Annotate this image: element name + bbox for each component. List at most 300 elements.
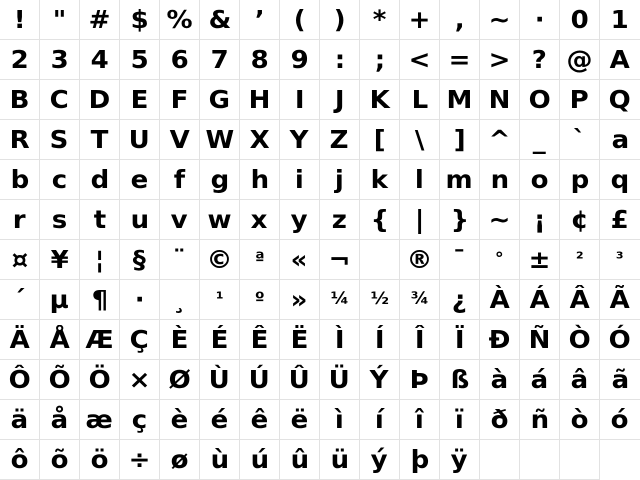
- glyph-cell[interactable]: [200, 120, 240, 160]
- glyph-cell[interactable]: [520, 200, 560, 240]
- glyph-cell[interactable]: [40, 80, 80, 120]
- glyph-character: ^: [488, 125, 511, 154]
- glyph-cell[interactable]: [80, 80, 120, 120]
- glyph-character: Ë: [290, 325, 309, 354]
- glyph-character: 4: [90, 45, 109, 74]
- glyph-character: ß: [450, 365, 469, 394]
- glyph-cell[interactable]: [120, 160, 160, 200]
- glyph-character: ]: [453, 125, 466, 154]
- glyph-cell[interactable]: [0, 240, 40, 280]
- glyph-cell[interactable]: [560, 320, 600, 360]
- glyph-character: è: [170, 405, 189, 434]
- glyph-cell[interactable]: [200, 320, 240, 360]
- glyph-character: á: [530, 365, 549, 394]
- glyph-cell[interactable]: [120, 40, 160, 80]
- glyph-cell[interactable]: [480, 320, 520, 360]
- glyph-character: ;: [374, 45, 385, 74]
- glyph-character: 3: [50, 45, 69, 74]
- glyph-character: Í: [374, 325, 385, 354]
- glyph-cell[interactable]: [120, 200, 160, 240]
- glyph-cell[interactable]: [280, 200, 320, 240]
- glyph-cell[interactable]: [360, 160, 400, 200]
- glyph-character: y: [291, 205, 308, 234]
- glyph-cell[interactable]: [80, 440, 120, 480]
- glyph-cell[interactable]: [560, 240, 600, 280]
- glyph-cell[interactable]: [320, 0, 360, 40]
- glyph-cell[interactable]: [160, 0, 200, 40]
- glyph-character: Ý: [370, 365, 389, 394]
- glyph-cell[interactable]: [400, 80, 440, 120]
- glyph-cell[interactable]: [560, 120, 600, 160]
- glyph-character: l: [415, 165, 424, 194]
- glyph-cell[interactable]: [400, 400, 440, 440]
- glyph-cell[interactable]: [160, 280, 200, 320]
- glyph-cell[interactable]: [200, 80, 240, 120]
- glyph-cell[interactable]: [0, 80, 40, 120]
- glyph-character: Ø: [168, 365, 191, 394]
- glyph-cell[interactable]: [360, 440, 400, 480]
- glyph-character: ·: [134, 285, 145, 314]
- glyph-cell[interactable]: [200, 360, 240, 400]
- glyph-cell[interactable]: [280, 80, 320, 120]
- glyph-character: °: [495, 249, 504, 269]
- glyph-character: ¨: [173, 245, 186, 274]
- glyph-cell[interactable]: [520, 320, 560, 360]
- glyph-character: É: [210, 325, 229, 354]
- glyph-cell[interactable]: [440, 240, 480, 280]
- glyph-character: D: [88, 85, 111, 114]
- glyph-cell[interactable]: [160, 200, 200, 240]
- glyph-character: %: [166, 5, 193, 34]
- glyph-character: Ù: [208, 365, 231, 394]
- glyph-character: >: [488, 45, 511, 74]
- glyph-character: ï: [455, 405, 464, 434]
- glyph-cell[interactable]: [80, 240, 120, 280]
- glyph-character: Î: [414, 325, 425, 354]
- glyph-cell[interactable]: [0, 120, 40, 160]
- glyph-cell[interactable]: [520, 280, 560, 320]
- glyph-cell[interactable]: [80, 400, 120, 440]
- glyph-character: ¬: [328, 245, 351, 274]
- glyph-cell[interactable]: [120, 0, 160, 40]
- glyph-character: !: [13, 5, 26, 34]
- glyph-cell[interactable]: [240, 120, 280, 160]
- glyph-cell[interactable]: [80, 0, 120, 40]
- glyph-cell[interactable]: [120, 320, 160, 360]
- glyph-cell[interactable]: [600, 120, 640, 160]
- glyph-cell[interactable]: [360, 360, 400, 400]
- glyph-character: ¡: [533, 205, 546, 234]
- glyph-cell[interactable]: [240, 240, 280, 280]
- glyph-cell[interactable]: [360, 0, 400, 40]
- glyph-cell[interactable]: [200, 40, 240, 80]
- glyph-character: ½: [370, 289, 389, 309]
- glyph-cell[interactable]: [80, 120, 120, 160]
- glyph-cell[interactable]: [600, 40, 640, 80]
- glyph-cell[interactable]: [600, 320, 640, 360]
- glyph-cell[interactable]: [40, 320, 80, 360]
- glyph-cell[interactable]: [600, 360, 640, 400]
- glyph-character: j: [335, 165, 344, 194]
- glyph-cell[interactable]: [200, 0, 240, 40]
- glyph-cell[interactable]: [120, 80, 160, 120]
- glyph-cell[interactable]: [120, 240, 160, 280]
- glyph-cell[interactable]: [240, 360, 280, 400]
- glyph-cell[interactable]: [360, 240, 400, 280]
- glyph-cell[interactable]: [480, 40, 520, 80]
- glyph-character: ³: [616, 249, 624, 269]
- glyph-character: ¥: [50, 245, 69, 274]
- glyph-cell[interactable]: [320, 240, 360, 280]
- glyph-cell[interactable]: [40, 400, 80, 440]
- glyph-cell[interactable]: [120, 360, 160, 400]
- glyph-cell[interactable]: [40, 240, 80, 280]
- glyph-cell[interactable]: [320, 160, 360, 200]
- glyph-cell[interactable]: [520, 40, 560, 80]
- glyph-cell[interactable]: [160, 400, 200, 440]
- glyph-cell[interactable]: [520, 240, 560, 280]
- glyph-character: f: [173, 165, 186, 194]
- glyph-character: +: [408, 5, 431, 34]
- glyph-cell[interactable]: [240, 440, 280, 480]
- glyph-character: :: [334, 45, 345, 74]
- glyph-cell[interactable]: [360, 400, 400, 440]
- glyph-cell[interactable]: [480, 0, 520, 40]
- glyph-character: ò: [570, 405, 589, 434]
- glyph-character: ·: [534, 5, 545, 34]
- glyph-cell[interactable]: [440, 440, 480, 480]
- glyph-character: û: [290, 445, 309, 474]
- glyph-character: ü: [330, 445, 349, 474]
- glyph-cell[interactable]: [280, 240, 320, 280]
- glyph-character: ’: [254, 5, 265, 34]
- glyph-character: º: [254, 289, 265, 309]
- glyph-character: µ: [49, 285, 70, 314]
- glyph-cell[interactable]: [520, 80, 560, 120]
- glyph-character: Ð: [488, 325, 511, 354]
- glyph-cell[interactable]: [400, 200, 440, 240]
- glyph-character: b: [10, 165, 29, 194]
- glyph-cell[interactable]: [400, 280, 440, 320]
- glyph-cell[interactable]: [480, 80, 520, 120]
- glyph-character: Ç: [129, 325, 150, 354]
- glyph-cell[interactable]: [320, 120, 360, 160]
- glyph-cell[interactable]: [320, 400, 360, 440]
- glyph-character: 6: [170, 45, 189, 74]
- glyph-cell[interactable]: [600, 280, 640, 320]
- glyph-cell[interactable]: [160, 360, 200, 400]
- glyph-cell[interactable]: [80, 160, 120, 200]
- glyph-cell[interactable]: [240, 80, 280, 120]
- glyph-cell[interactable]: [0, 360, 40, 400]
- glyph-cell[interactable]: [400, 120, 440, 160]
- glyph-character: [374, 247, 385, 272]
- glyph-cell[interactable]: [480, 120, 520, 160]
- glyph-character: g: [210, 165, 229, 194]
- glyph-cell[interactable]: [240, 0, 280, 40]
- glyph-cell[interactable]: [160, 440, 200, 480]
- glyph-cell[interactable]: [440, 40, 480, 80]
- glyph-cell[interactable]: [320, 280, 360, 320]
- glyph-cell[interactable]: [280, 400, 320, 440]
- glyph-character: (: [293, 5, 306, 34]
- glyph-character: Â: [569, 285, 590, 314]
- glyph-cell[interactable]: [600, 400, 640, 440]
- glyph-cell[interactable]: [400, 0, 440, 40]
- glyph-cell[interactable]: [120, 120, 160, 160]
- glyph-character: ¯: [453, 245, 466, 274]
- glyph-cell[interactable]: [0, 0, 40, 40]
- glyph-character: ): [333, 5, 346, 34]
- glyph-cell[interactable]: [320, 360, 360, 400]
- glyph-character: C: [49, 85, 70, 114]
- glyph-cell[interactable]: [40, 120, 80, 160]
- glyph-character: r: [13, 205, 26, 234]
- glyph-character: Ñ: [528, 325, 551, 354]
- glyph-character: F: [170, 85, 189, 114]
- glyph-cell[interactable]: [0, 160, 40, 200]
- glyph-cell[interactable]: [200, 280, 240, 320]
- glyph-cell[interactable]: [480, 160, 520, 200]
- glyph-character: G: [208, 85, 231, 114]
- glyph-character: ±: [528, 245, 551, 274]
- glyph-cell[interactable]: [280, 40, 320, 80]
- glyph-cell[interactable]: [600, 80, 640, 120]
- glyph-cell[interactable]: [560, 200, 600, 240]
- glyph-cell[interactable]: [400, 360, 440, 400]
- glyph-cell[interactable]: [440, 360, 480, 400]
- glyph-character: ì: [335, 405, 344, 434]
- glyph-character: ¹: [215, 289, 224, 309]
- glyph-cell[interactable]: [600, 160, 640, 200]
- glyph-cell[interactable]: [440, 400, 480, 440]
- glyph-cell[interactable]: [120, 440, 160, 480]
- glyph-character: n: [490, 165, 509, 194]
- glyph-character: @: [566, 45, 593, 74]
- glyph-character: 7: [210, 45, 229, 74]
- glyph-character: x: [251, 205, 268, 234]
- glyph-cell[interactable]: [40, 360, 80, 400]
- glyph-cell[interactable]: [160, 160, 200, 200]
- glyph-cell[interactable]: [40, 40, 80, 80]
- glyph-cell[interactable]: [480, 280, 520, 320]
- glyph-cell[interactable]: [440, 160, 480, 200]
- glyph-cell[interactable]: [240, 320, 280, 360]
- glyph-cell[interactable]: [0, 280, 40, 320]
- glyph-cell[interactable]: [80, 280, 120, 320]
- glyph-cell[interactable]: [240, 400, 280, 440]
- glyph-cell[interactable]: [400, 160, 440, 200]
- glyph-cell[interactable]: [320, 320, 360, 360]
- glyph-character: ~: [488, 205, 511, 234]
- glyph-cell[interactable]: [520, 360, 560, 400]
- glyph-cell[interactable]: [280, 160, 320, 200]
- glyph-cell[interactable]: [200, 160, 240, 200]
- glyph-cell[interactable]: [560, 360, 600, 400]
- glyph-cell[interactable]: [0, 40, 40, 80]
- glyph-cell[interactable]: [240, 280, 280, 320]
- glyph-character: S: [50, 125, 69, 154]
- glyph-character: Ú: [248, 365, 271, 394]
- glyph-cell[interactable]: [560, 400, 600, 440]
- glyph-cell[interactable]: [200, 400, 240, 440]
- glyph-cell[interactable]: [160, 120, 200, 160]
- glyph-character: ¾: [410, 289, 429, 309]
- glyph-character: ÷: [128, 445, 151, 474]
- glyph-cell[interactable]: [80, 320, 120, 360]
- glyph-character: Ó: [608, 325, 632, 354]
- glyph-character: ": [52, 5, 67, 34]
- glyph-cell[interactable]: [80, 360, 120, 400]
- glyph-character: ¿: [451, 285, 468, 314]
- glyph-character: â: [570, 365, 589, 394]
- glyph-cell[interactable]: [40, 440, 80, 480]
- glyph-cell[interactable]: [40, 0, 80, 40]
- glyph-character: ×: [128, 365, 151, 394]
- glyph-cell[interactable]: [480, 360, 520, 400]
- glyph-character: ð: [490, 405, 509, 434]
- glyph-cell[interactable]: [560, 80, 600, 120]
- glyph-character: {: [370, 205, 389, 234]
- glyph-cell[interactable]: [440, 80, 480, 120]
- glyph-character: k: [370, 165, 389, 194]
- glyph-cell[interactable]: [240, 160, 280, 200]
- glyph-character: =: [448, 45, 471, 74]
- glyph-cell[interactable]: [480, 240, 520, 280]
- glyph-cell[interactable]: [560, 440, 600, 480]
- glyph-cell[interactable]: [40, 160, 80, 200]
- glyph-cell[interactable]: [440, 280, 480, 320]
- glyph-cell[interactable]: [320, 80, 360, 120]
- glyph-cell[interactable]: [160, 40, 200, 80]
- glyph-cell[interactable]: [40, 200, 80, 240]
- glyph-cell[interactable]: [160, 240, 200, 280]
- glyph-cell[interactable]: [520, 440, 560, 480]
- glyph-cell[interactable]: [520, 400, 560, 440]
- glyph-cell[interactable]: [0, 400, 40, 440]
- glyph-cell[interactable]: [80, 200, 120, 240]
- glyph-cell[interactable]: [320, 200, 360, 240]
- glyph-character: ô: [10, 445, 29, 474]
- glyph-cell[interactable]: [160, 80, 200, 120]
- glyph-cell[interactable]: [360, 80, 400, 120]
- glyph-cell[interactable]: [160, 320, 200, 360]
- glyph-cell[interactable]: [280, 360, 320, 400]
- glyph-cell[interactable]: [560, 40, 600, 80]
- glyph-cell[interactable]: [80, 40, 120, 80]
- glyph-cell[interactable]: [480, 440, 520, 480]
- glyph-cell[interactable]: [320, 440, 360, 480]
- glyph-character: p: [570, 165, 589, 194]
- glyph-character: 2: [10, 45, 29, 74]
- glyph-cell[interactable]: [480, 400, 520, 440]
- glyph-character: B: [9, 85, 30, 114]
- glyph-cell[interactable]: [280, 0, 320, 40]
- glyph-cell[interactable]: [400, 440, 440, 480]
- glyph-character: <: [408, 45, 431, 74]
- glyph-character: À: [489, 285, 510, 314]
- glyph-cell[interactable]: [520, 160, 560, 200]
- glyph-character: K: [369, 85, 390, 114]
- glyph-cell[interactable]: [0, 320, 40, 360]
- glyph-character: J: [334, 85, 345, 114]
- glyph-cell[interactable]: [360, 120, 400, 160]
- glyph-cell[interactable]: [360, 280, 400, 320]
- glyph-cell[interactable]: [600, 240, 640, 280]
- glyph-cell[interactable]: [600, 200, 640, 240]
- glyph-character: $: [130, 5, 149, 34]
- glyph-cell[interactable]: [480, 200, 520, 240]
- glyph-cell[interactable]: [360, 200, 400, 240]
- glyph-cell[interactable]: [280, 280, 320, 320]
- glyph-cell[interactable]: [520, 0, 560, 40]
- glyph-character: ¶: [91, 285, 108, 314]
- glyph-cell[interactable]: [200, 240, 240, 280]
- glyph-cell[interactable]: [120, 400, 160, 440]
- glyph-character: ,: [454, 5, 465, 34]
- glyph-character: *: [372, 5, 387, 34]
- glyph-character: U: [128, 125, 151, 154]
- glyph-cell[interactable]: [40, 280, 80, 320]
- glyph-cell[interactable]: [280, 120, 320, 160]
- glyph-character: T: [90, 125, 109, 154]
- glyph-cell[interactable]: [240, 200, 280, 240]
- glyph-cell[interactable]: [0, 200, 40, 240]
- glyph-character: é: [210, 405, 229, 434]
- glyph-character: I: [294, 85, 305, 114]
- glyph-cell[interactable]: [440, 320, 480, 360]
- glyph-character: m: [445, 165, 474, 194]
- glyph-cell[interactable]: [400, 320, 440, 360]
- glyph-cell[interactable]: [400, 240, 440, 280]
- glyph-cell[interactable]: [440, 120, 480, 160]
- glyph-cell[interactable]: [520, 120, 560, 160]
- glyph-cell[interactable]: [560, 0, 600, 40]
- glyph-character: `: [573, 125, 586, 154]
- glyph-cell[interactable]: [560, 280, 600, 320]
- glyph-cell[interactable]: [280, 320, 320, 360]
- glyph-cell[interactable]: [320, 40, 360, 80]
- glyph-cell[interactable]: [360, 320, 400, 360]
- glyph-character: Q: [608, 85, 632, 114]
- glyph-character: ñ: [530, 405, 549, 434]
- glyph-cell[interactable]: [200, 200, 240, 240]
- glyph-character: }: [450, 205, 469, 234]
- glyph-character: ´: [13, 285, 26, 314]
- glyph-cell[interactable]: [600, 0, 640, 40]
- glyph-cell[interactable]: [440, 0, 480, 40]
- glyph-cell[interactable]: [400, 40, 440, 80]
- glyph-cell[interactable]: [560, 160, 600, 200]
- glyph-cell[interactable]: [120, 280, 160, 320]
- glyph-character: Ü: [328, 365, 351, 394]
- glyph-character: O: [528, 85, 551, 114]
- glyph-character: z: [331, 205, 348, 234]
- glyph-character: ¤: [11, 245, 28, 274]
- glyph-cell[interactable]: [280, 440, 320, 480]
- glyph-character: å: [50, 405, 69, 434]
- glyph-character: ÿ: [451, 445, 468, 474]
- glyph-character: v: [171, 205, 188, 234]
- glyph-character: P: [569, 85, 590, 114]
- glyph-character: »: [291, 285, 308, 314]
- glyph-cell[interactable]: [360, 40, 400, 80]
- glyph-cell[interactable]: [440, 200, 480, 240]
- glyph-cell[interactable]: [0, 440, 40, 480]
- glyph-cell[interactable]: [200, 440, 240, 480]
- glyph-cell[interactable]: [240, 40, 280, 80]
- glyph-character: ë: [290, 405, 309, 434]
